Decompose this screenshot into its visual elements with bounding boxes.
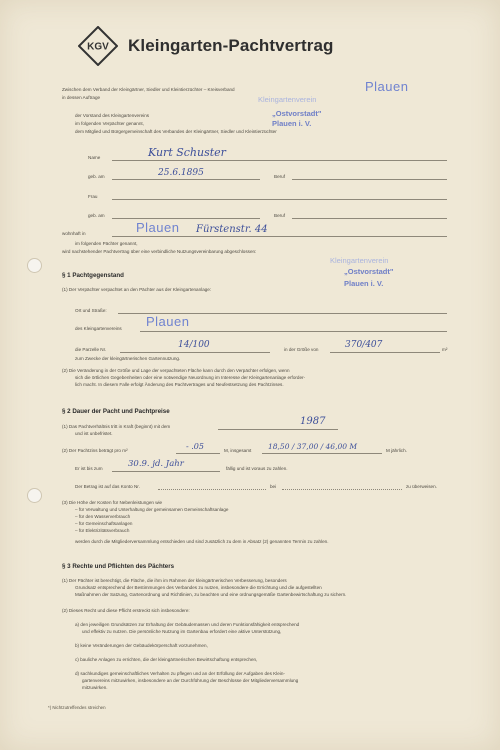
section-3-text: Maßnahmen der Satzung, Gartenordnung und Richtlinien, zu beachten und eine ordnungsgemäße Gartenbewirtschaftung zu sichern. (75, 592, 347, 597)
section-2-text: Er ist bis zum (75, 466, 103, 471)
intro-line: Zwischen dem Verband der Kleingärtner, Siedler und Kleintierzüchter – Kreisverband (62, 87, 235, 92)
label-job: Beruf (274, 174, 285, 179)
intro-line: dem Mitglied und Bürgergemeinschaft des Verbandes der Kleingärtner, Siedler und Kleintierzüchter (75, 129, 277, 134)
section-2-text: (2) Der Pachtzins beträgt pro m² (62, 448, 128, 453)
section-2-text: Der Betrag ist auf das Konto Nr. (75, 484, 140, 489)
document-title: Kleingarten-Pachtvertrag (128, 36, 334, 55)
section-3-item: a) den jeweiligen Grundsätzen zur Erhaltung der Gebäudemassen und deren Funktionsfähigkeit entsprechend (75, 622, 300, 627)
section-3-item: b) keine Veränderungen der Gebäudekörperschaft vorzunehmen, (75, 643, 208, 648)
intro-line: in dessen Auftrage (62, 95, 101, 100)
handwritten-birthdate: 25.6.1895 (158, 168, 204, 178)
unit-label: m² (442, 347, 448, 352)
section-3-item: mitzuwirken. (82, 685, 108, 690)
label-wife: Frau (88, 194, 98, 199)
section-3-item: und effektiv zu nutzen. Die persönliche Nutzung im Gartenbau erfordert eine aktive Unterstützung, (82, 629, 282, 634)
section-2-bullet: – für Elektrizitätsverbrauch (75, 528, 130, 533)
association-stamp: „Ostvorstadt" (272, 109, 322, 118)
label-name: Name (88, 155, 101, 160)
label-size: in der Größe von (284, 347, 319, 352)
label-parcel: die Parzelle Nr. (75, 347, 107, 352)
section-2-text: werden durch die Mitgliederversammlung entschieden und sind zusätzlich zu dem in Absatz (2) genannten Termin zu zahlen. (75, 539, 329, 544)
size-line (330, 352, 440, 353)
handwritten-size: 370/407 (345, 340, 383, 350)
job-line (292, 179, 447, 180)
section-2-text: und ist unbefristet. (75, 431, 113, 436)
handwritten-due: 30.9. jd. Jahr (128, 459, 184, 469)
parcel-line (120, 352, 270, 353)
section-2-bullet: – für Gemeinschaftsanlagen (75, 521, 133, 526)
section-2-bullet: – für Verwaltung und Unterhaltung der gemeinsamen Gemeinschaftsanlage (75, 507, 229, 512)
label-location: des Kleingartenvereins (75, 326, 122, 331)
punch-hole (27, 258, 42, 273)
section-1-heading: § 1 Pachtgegenstand (62, 272, 124, 279)
handwritten-street: Fürstenstr. 44 (196, 224, 268, 235)
section-1-text: zum Zwecke der kleingärtnerischen Gartennutzung. (75, 356, 181, 361)
footnote: *) Nichtzutreffendes streichen (48, 705, 106, 710)
birthdate-line (112, 218, 260, 219)
birthdate-line (112, 179, 260, 180)
intro-line: im folgenden Verpächter genannt, (75, 121, 144, 126)
section-3-heading: § 3 Rechte und Pflichten des Pächters (62, 563, 175, 570)
section-2-heading: § 2 Dauer der Pacht und Pachtpreise (62, 408, 170, 415)
city-stamp: Plauen (365, 79, 409, 94)
due-line (112, 471, 220, 472)
section-2-text: (3) Die Höhe der Kosten für Nebenleistungen wie (62, 500, 163, 505)
section-2-text: (1) Das Pachtverhältnis tritt in Kraft (beginnt) mit dem (62, 424, 171, 429)
section-2-text: zu überweisen. (406, 484, 437, 489)
association-stamp: Plauen i. V. (272, 119, 312, 128)
association-stamp: Kleingartenverein (258, 95, 317, 104)
section-1-text: (2) Die Veränderung in der Größe und Lage der verpachteten Fläche kann durch den Verpächter erfolgen, wenn (62, 368, 290, 373)
association-stamp: Plauen i. V. (344, 279, 384, 288)
section-2-text: bei (270, 484, 277, 489)
job-line (292, 218, 447, 219)
kgv-logo (78, 26, 118, 66)
handwritten-name: Kurt Schuster (148, 146, 226, 159)
section-3-text: (1) Der Pächter ist berechtigt, die Fläche, die ihm im Rahmen der kleingärtnerischen Verbesserung, besonders (62, 578, 287, 583)
total-line (262, 453, 382, 454)
section-3-item: d) sachkundiges gemeinschaftliches Verhalten zu pflegen und an der Erfüllung der Aufgaben des Klein- (75, 671, 285, 676)
label-residence: wohnhaft in (62, 231, 86, 236)
label-location: Ort und Straße: (75, 308, 107, 313)
rate-line (176, 453, 220, 454)
section-2-bullet: – für den Wasserverbrauch (75, 514, 131, 519)
association-line (140, 331, 447, 332)
residence-city-stamp: Plauen (136, 220, 180, 235)
location-city-stamp: Plauen (146, 314, 190, 329)
section-3-text: Grundsatz entsprechend der Bestimmungen des Verbandes zu nutzen, insbesondere die Errichtung und die aufgestellten (75, 585, 322, 590)
wife-line (112, 199, 447, 200)
intro-line: wird nachstehender Pachtvertrag über eine verbindliche Nutzungsvereinbarung abgeschlossen: (62, 249, 257, 254)
section-3-item: c) bauliche Anlagen zu errichten, die der kleingärtnerischen Bewirtschaftung entsprechen, (75, 657, 258, 662)
handwritten-total: 18,50 / 37,00 / 46,00 M (268, 442, 358, 451)
section-2-text: fällig und ist voraus zu zahlen. (226, 466, 288, 471)
account-line (158, 489, 266, 490)
section-2-text: M jährlich. (386, 448, 407, 453)
logo-letters: KGV (87, 41, 109, 53)
section-1-text: (1) Der Verpächter verpachtet an den Pächter aus der Kleingartenanlage: (62, 287, 212, 292)
bank-line (282, 489, 402, 490)
residence-line (112, 236, 447, 237)
association-stamp: Kleingartenverein (330, 256, 389, 265)
section-3-item: gartenvereins mitzuwirken, insbesondere an der Durchführung der Beschlüsse der Mitgliederversammlung (82, 678, 299, 683)
label-job: Beruf (274, 213, 285, 218)
label-born: geb. am (88, 174, 105, 179)
section-1-text: lich macht. In diesem Falle erfolgt Änderung des Pachtvertrages und Neufestsetzung des Pachtzinses. (75, 382, 284, 387)
intro-line: im folgenden Pächter genannt, (75, 241, 138, 246)
handwritten-year: 1987 (300, 416, 326, 427)
association-stamp: „Ostvorstadt" (344, 267, 394, 276)
section-2-text: M, insgesamt (224, 448, 252, 453)
label-born: geb. am (88, 213, 105, 218)
name-line (112, 160, 447, 161)
handwritten-rate: - .05 (186, 442, 204, 451)
section-3-text: (2) Dieses Recht und diese Pflicht erstreckt sich insbesondere: (62, 608, 190, 613)
punch-hole (27, 488, 42, 503)
handwritten-parcel: 14/100 (178, 340, 210, 350)
section-1-text: sich die örtlichen Gegebenheiten oder eine notwendige Neuordnung im Interesse der Kleingartenanlage erforder- (75, 375, 306, 380)
intro-line: der Vorstand des Kleingartenvereins (75, 113, 150, 118)
start-date-line (218, 429, 338, 430)
